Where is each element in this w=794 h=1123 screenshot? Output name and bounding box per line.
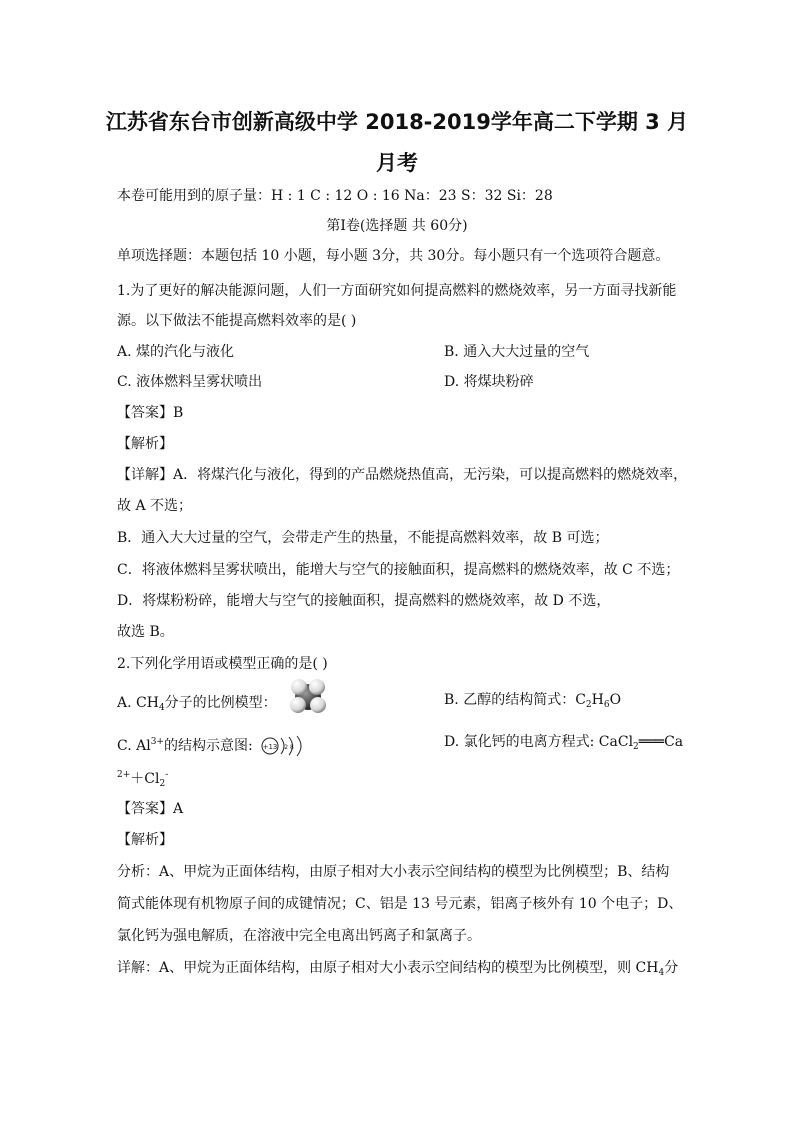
q2-option-d-cont-mid: ＋Cl — [130, 771, 160, 787]
document-title-line1: 江苏省东台市创新高级中学 2018-2019学年高二下学期 3 月 — [105, 110, 689, 134]
q2-option-d-arrow: ═══ — [638, 734, 665, 750]
q1-analysis-label: 【解析】 — [117, 436, 173, 452]
q2-analysis-label: 【解析】 — [117, 832, 173, 848]
ion-nucleus-label: +13 — [262, 743, 278, 751]
q2-option-d — [444, 732, 683, 757]
q1-option-c: C. 液体燃料呈雾状喷出 — [117, 374, 263, 390]
q2-detail-line — [117, 958, 678, 983]
q2-option-d-cont-sup: 2+ — [117, 770, 131, 780]
q2-option-a-sub: 4 — [158, 703, 165, 713]
q2-analysis-line2: 简式能体现有机物原子间的成键情况；C、铝是 13 号元素，铝离子核外有 10 个电子；D、 — [117, 896, 683, 912]
q2-option-d-continuation — [117, 765, 168, 794]
q1-option-d: D. 将煤块粉碎 — [444, 374, 534, 390]
q2-option-b-sub1: 2 — [585, 700, 592, 710]
section-title: 第Ⅰ卷(选择题 共 60分) — [326, 218, 468, 234]
q2-answer: 【答案】A — [117, 801, 184, 817]
q2-option-c — [117, 732, 305, 758]
q1-detail-line1: 【详解】A．将煤汽化与液化，得到的产品燃烧热值高，无污染，可以提高燃料的燃烧效率， — [117, 467, 688, 483]
q1-stem-line2: 源。以下做法不能提高燃料效率的是( ) — [117, 313, 357, 329]
q2-option-c-sup: 3+ — [150, 737, 164, 747]
q2-option-b-mid: H — [591, 692, 604, 708]
q1-answer: 【答案】B — [117, 405, 184, 421]
q2-option-b-prefix: B. 乙醇的结构简式：C — [444, 692, 586, 708]
q2-option-b — [444, 690, 621, 715]
q1-option-a: A. 煤的汽化与液化 — [117, 344, 235, 360]
q2-option-d-cont-sub: 2 — [159, 779, 166, 789]
q2-option-b-suffix: O — [609, 692, 622, 708]
q2-detail-prefix: 详解：A、甲烷为正面体结构，由原子相对大小表示空间结构的模型为比例模型，则 CH — [117, 960, 659, 976]
q2-option-a — [117, 690, 331, 718]
q2-option-c-suffix: 的结构示意图: — [163, 738, 253, 754]
atomic-mass-info: 本卷可能用到的原子量：H : 1 C : 12 O : 16 Na：23 S：32 Si：28 — [117, 188, 553, 204]
q2-option-d-prefix: D. 氯化钙的电离方程式: CaCl — [444, 734, 634, 750]
q2-detail-suffix: 分 — [664, 960, 679, 976]
q1-detail-line5: D．将煤粉粉碎，能增大与空气的接触面积，提高燃料的燃烧效率，故 D 不选， — [117, 593, 611, 609]
q1-option-b: B. 通入大大过量的空气 — [444, 344, 590, 360]
q2-detail-sub: 4 — [658, 968, 665, 978]
q1-detail-line2: 故 A 不选； — [117, 498, 193, 514]
q2-option-d-sub: 2 — [633, 742, 639, 752]
q1-detail-line4: C．将液体燃料呈雾状喷出，能增大与空气的接触面积，提高燃料的燃烧效率，故 C 不选； — [117, 562, 680, 578]
q2-option-d-suffix: Ca — [664, 734, 684, 750]
q2-option-b-sub2: 6 — [603, 700, 610, 710]
q2-option-a-prefix: A. CH — [117, 695, 159, 711]
q2-analysis-line3: 氯化钙为强电解质，在溶液中完全电离出钙离子和氯离子。 — [117, 928, 481, 944]
aluminum-ion-structure-diagram-icon — [261, 734, 305, 758]
q2-analysis-line1: 分析：A、甲烷为正面体结构，由原子相对大小表示空间结构的模型为比例模型；B、结构 — [117, 864, 670, 880]
q2-option-a-suffix: 分子的比例模型： — [164, 695, 277, 711]
q2-stem: 2.下列化学用语或模型正确的是( ) — [117, 656, 328, 672]
q2-option-d-cont-sup2: - — [165, 770, 169, 780]
q1-detail-line6: 故选 B。 — [117, 624, 174, 640]
methane-space-filling-model-icon — [285, 676, 331, 716]
q2-option-c-prefix: C. Al — [117, 738, 151, 754]
document-title-line2: 月考 — [376, 151, 418, 175]
q1-stem-line1: 1.为了更好的解决能源问题，人们一方面研究如何提高燃料的燃烧效率，另一方面寻找新能 — [117, 283, 677, 299]
q1-detail-line3: B．通入大大过量的空气，会带走产生的热量，不能提高燃料效率，故 B 可选； — [117, 530, 609, 546]
ion-shells-label: 2 8 — [284, 744, 294, 751]
instructions: 单项选择题：本题包括 10 小题，每小题 3分，共 30分。每小题只有一个选项符合题意。 — [117, 248, 670, 264]
